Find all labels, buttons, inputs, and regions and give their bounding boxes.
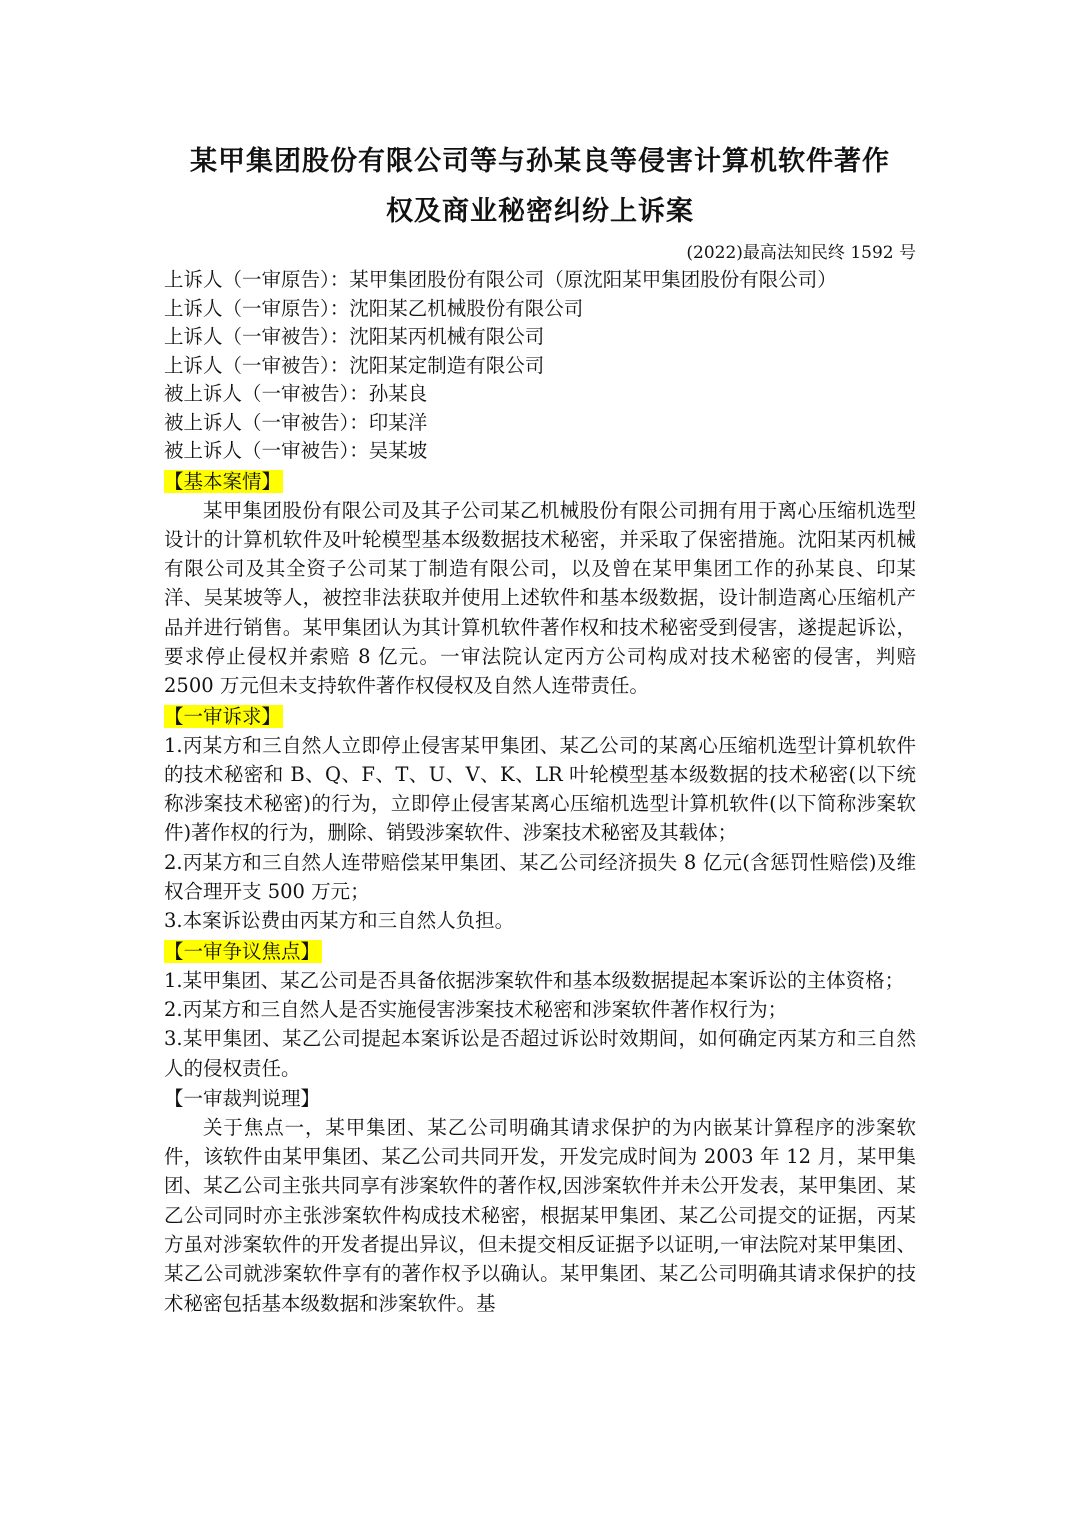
title-line-1: 某甲集团股份有限公司等与孙某良等侵害计算机软件著作 bbox=[190, 146, 890, 177]
party-line: 被上诉人（一审被告）：印某洋 bbox=[164, 410, 428, 434]
heading-text: 【一审裁判说理】 bbox=[164, 1086, 321, 1110]
issue-item: 1.某甲集团、某乙公司是否具备依据涉案软件和基本级数据提起本案诉讼的主体资格； bbox=[164, 968, 905, 992]
section-heading-reasoning bbox=[164, 1084, 916, 1113]
document-title bbox=[164, 138, 916, 236]
party-line: 被上诉人（一审被告）：吴某坡 bbox=[164, 439, 428, 462]
party-line: 上诉人（一审被告）：沈阳某丙机械有限公司 bbox=[164, 325, 545, 348]
section-heading-issues bbox=[164, 937, 916, 966]
document-page bbox=[164, 138, 916, 1318]
claim-item: 2.丙某方和三自然人连带赔偿某甲集团、某乙公司经济损失 8 亿元(含惩罚性赔偿)及维权合理开支 500 万元； bbox=[164, 850, 916, 904]
party-line: 上诉人（一审被告）：沈阳某定制造有限公司 bbox=[164, 353, 545, 377]
title-line-2: 权及商业秘密纠纷上诉案 bbox=[386, 196, 694, 227]
section-heading-claims bbox=[164, 702, 916, 731]
basic-facts-paragraph: 某甲集团股份有限公司及其子公司某乙机械股份有限公司拥有用于离心压缩机选型设计的计算机软件及叶轮模型基本级数据技术秘密，并采取了保密措施。沈阳某丙机械有限公司及其全资子公司某丁制造有限公司，以及曾在某甲集团工作的孙某良、印某洋、吴某坡等人，被控非法获取并使用上述软件和基本级数据，设计制造离心压缩机产品并进行销售。某甲集团认为其计算机软件著作权和技术秘密受到侵害，遂提起诉讼，要求停止侵权并索赔 8 亿元。一审法院认定丙方公司构成对技术秘密的侵害，判赔 2500 万元但未支持软件著作权侵权及自然人连带责任。 bbox=[164, 498, 916, 698]
highlighted-heading-text: 【一审争议焦点】 bbox=[164, 939, 321, 963]
party-line: 上诉人（一审原告）：某甲集团股份有限公司（原沈阳某甲集团股份有限公司） bbox=[164, 268, 837, 291]
issue-item: 3.某甲集团、某乙公司提起本案诉讼是否超过诉讼时效期间，如何确定丙某方和三自然人的侵权责任。 bbox=[164, 1027, 916, 1080]
party-line: 上诉人（一审原告）：沈阳某乙机械股份有限公司 bbox=[164, 296, 584, 320]
section-heading-basic-facts bbox=[164, 467, 916, 496]
parties-list bbox=[164, 266, 916, 466]
party-line: 被上诉人（一审被告）：孙某良 bbox=[164, 382, 428, 405]
reasoning-paragraph: 关于焦点一，某甲集团、某乙公司明确其请求保护的为内嵌某计算程序的涉案软件，该软件由某甲集团、某乙公司共同开发，开发完成时间为 2003 年 12 月，某甲集团、某乙公司主张共同享有涉案软件的著作权,因涉案软件并未公开发表，某甲集团、某乙公司同时亦主张涉案软件构成技术秘密，根据某甲集团、某乙公司提交的证据，丙某方虽对涉案软件的开发者提出异议，但未提交相反证据予以证明,一审法院对某甲集团、某乙公司就涉案软件享有的著作权予以确认。某甲集团、某乙公司明确其请求保护的技术秘密包括基本级数据和涉案软件。基 bbox=[164, 1115, 916, 1315]
issue-item: 2.丙某方和三自然人是否实施侵害涉案技术秘密和涉案软件著作权行为； bbox=[164, 997, 788, 1021]
highlighted-heading-text: 【一审诉求】 bbox=[164, 704, 282, 728]
highlighted-heading-text: 【基本案情】 bbox=[164, 469, 282, 493]
claim-item: 3.本案诉讼费由丙某方和三自然人负担。 bbox=[164, 909, 515, 933]
case-number: (2022)最高法知民终 1592 号 bbox=[686, 243, 916, 263]
claim-item: 1.丙某方和三自然人立即停止侵害某甲集团、某乙公司的某离心压缩机选型计算机软件的技术秘密和 B、Q、F、T、U、V、K、LR 叶轮模型基本级数据的技术秘密(以下统称涉案技术秘密)的行为，立即停止侵害某离心压缩机选型计算机软件(以下简称涉案软件)著作权的行为，删除、销毁涉案软件、涉案技术秘密及其载体； bbox=[164, 733, 916, 845]
